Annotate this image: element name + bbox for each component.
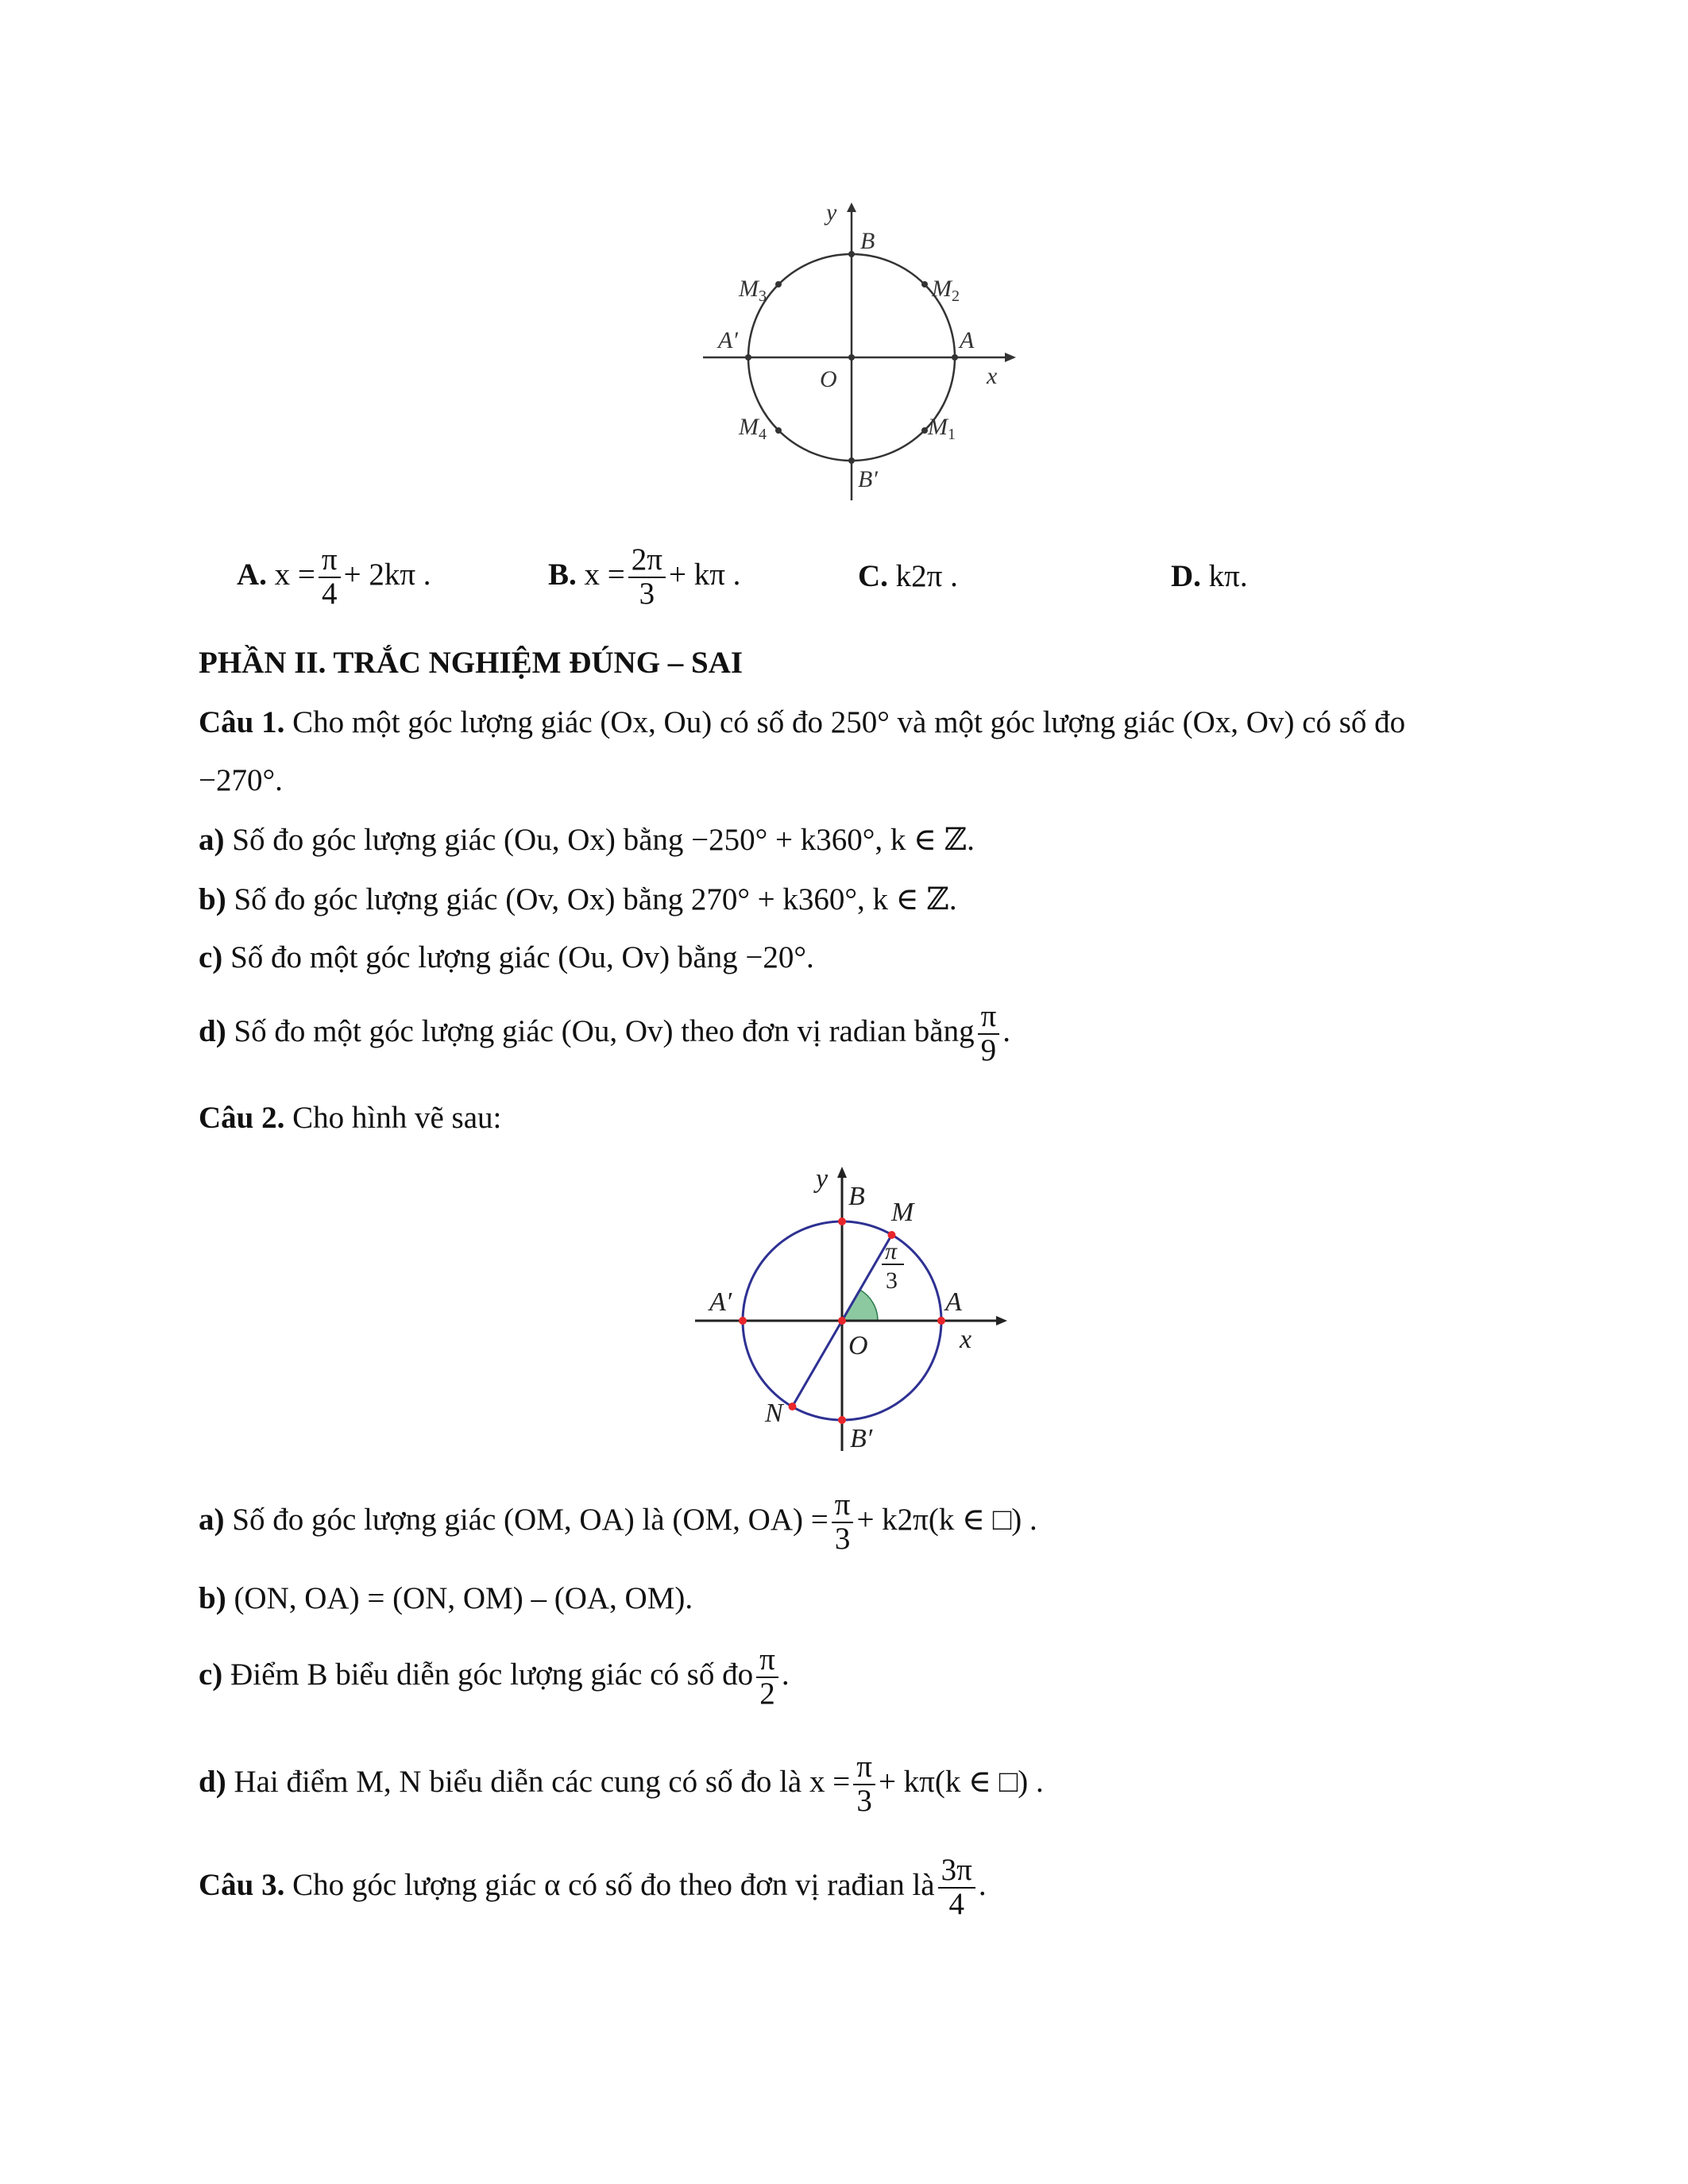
question-2-text: Cho hình vẽ sau: xyxy=(292,1101,502,1135)
label-y: y xyxy=(816,1164,829,1194)
q2-statement-b: b) (ON, OA) = (ON, OM) – (OA, OM). xyxy=(199,1581,693,1615)
question-3: Câu 3. Cho góc lượng giác α có số đo theo đơn vị rađian là $\frac{3\pi}{4}$ . xyxy=(199,1853,987,1921)
q1-d-fraction: $\frac{\pi}{9}$ xyxy=(978,1001,1000,1067)
option-A-post: + 2kπ . xyxy=(343,557,431,592)
label-x: x xyxy=(987,363,998,389)
x-axis-arrow xyxy=(1005,353,1016,362)
point-A xyxy=(952,354,958,361)
option-B-fraction: $\frac{2\pi}{3}$ xyxy=(628,544,666,611)
angle-label-den: 3 xyxy=(886,1268,898,1294)
angle-pi-over-3-sector xyxy=(842,1290,878,1321)
label-x: x xyxy=(960,1325,972,1354)
point-A xyxy=(937,1317,945,1325)
q2-statement-d: d) Hai điểm M, N biểu diễn các cung có số đo là x = $\frac{\pi}{3}$ + kπ(k ∈ □) . xyxy=(199,1750,1044,1818)
point-O xyxy=(838,1317,846,1325)
q3-fraction: $\frac{3\pi}{4}$ xyxy=(938,1854,975,1921)
q1-statement-a: a) Số đo góc lượng giác (Ou, Ox) bằng −250° + k360°, k ∈ ℤ. xyxy=(199,823,975,857)
point-M2 xyxy=(921,281,928,287)
option-B-pre: x = xyxy=(584,557,625,592)
option-A-pre: x = xyxy=(274,557,315,592)
option-A-label: A. xyxy=(237,557,267,592)
question-1-label: Câu 1. xyxy=(199,705,285,739)
section-title: PHẦN II. TRẮC NGHIỆM ĐÚNG – SAI xyxy=(199,646,744,680)
q2-statement-a: a) Số đo góc lượng giác (OM, OA) là (OM, OA) = $\frac{\pi}{3}$ + k2π(k ∈ □) . xyxy=(199,1488,1037,1556)
q2-d-fraction: $\frac{\pi}{3}$ xyxy=(853,1751,875,1818)
option-C-text: k2π . xyxy=(895,559,958,593)
x-axis-arrow xyxy=(996,1316,1007,1325)
point-O xyxy=(848,354,855,361)
label-A: A xyxy=(945,1287,962,1317)
option-D-text: kπ. xyxy=(1208,559,1248,593)
option-B xyxy=(548,544,740,611)
option-A xyxy=(237,544,431,611)
angle-label xyxy=(882,1238,904,1294)
label-y: y xyxy=(826,203,837,226)
q2-statement-c: c) Điểm B biểu diễn góc lượng giác có số đo $\frac{\pi}{2}$ . xyxy=(199,1642,790,1711)
q1-statement-d: d) Số đo một góc lượng giác (Ou, Ov) theo đơn vị radian bằng $\frac{\pi}{9}$ . xyxy=(199,999,1011,1067)
point-B xyxy=(838,1217,846,1225)
y-axis-arrow xyxy=(837,1167,847,1178)
angle-label-num: π xyxy=(885,1238,898,1264)
label-M: M xyxy=(891,1198,914,1227)
point-A-prime xyxy=(739,1317,747,1325)
point-B-prime xyxy=(838,1416,846,1424)
option-B-label: B. xyxy=(548,557,577,592)
label-O: O xyxy=(848,1331,868,1360)
option-C-label: C. xyxy=(858,559,888,593)
option-C xyxy=(858,558,958,596)
option-D-label: D. xyxy=(1171,559,1201,593)
point-M3 xyxy=(775,281,782,287)
unit-circle-figure-2 xyxy=(691,1163,1025,1457)
question-1-line2: −270°. xyxy=(199,763,283,797)
point-M4 xyxy=(775,427,782,434)
q2-c-fraction: $\frac{\pi}{2}$ xyxy=(756,1644,778,1711)
option-A-fraction: $\frac{\pi}{4}$ xyxy=(319,544,341,611)
label-B: B xyxy=(848,1182,865,1211)
question-2 xyxy=(199,1100,501,1137)
label-A-prime: A′ xyxy=(718,327,738,353)
label-M3: $M_3$ xyxy=(739,276,767,305)
question-1 xyxy=(199,704,1405,742)
point-A-prime xyxy=(745,354,751,361)
q1-statement-b: b) Số đo góc lượng giác (Ov, Ox) bằng 270° + k360°, k ∈ ℤ. xyxy=(199,882,957,916)
q1-statement-c: c) Số đo một góc lượng giác (Ou, Ov) bằng −20°. xyxy=(199,940,814,974)
y-axis-arrow xyxy=(847,203,856,212)
label-B: B xyxy=(860,228,875,254)
question-3-label: Câu 3. xyxy=(199,1867,285,1902)
point-B-prime xyxy=(848,457,855,464)
option-B-post: + kπ . xyxy=(668,557,741,592)
point-B xyxy=(848,251,855,257)
label-M2: $M_2$ xyxy=(932,276,960,305)
label-A: A xyxy=(960,327,975,353)
label-B-prime: B′ xyxy=(850,1424,873,1453)
question-3-text: Cho góc lượng giác α có số đo theo đơn vị rađian là xyxy=(292,1867,935,1902)
label-M1: $M_1$ xyxy=(928,414,956,443)
point-N xyxy=(789,1403,797,1410)
label-A-prime: A′ xyxy=(709,1287,732,1317)
question-2-label: Câu 2. xyxy=(199,1101,285,1135)
label-M4: $M_4$ xyxy=(739,414,767,443)
q2-a-fraction: $\frac{\pi}{3}$ xyxy=(832,1489,854,1556)
option-D xyxy=(1171,558,1248,596)
label-O: O xyxy=(820,366,837,392)
unit-circle-figure-1 xyxy=(699,203,1017,508)
label-B-prime: B′ xyxy=(858,466,878,492)
point-M1 xyxy=(921,427,928,434)
label-N: N xyxy=(765,1399,783,1428)
question-1-text: Cho một góc lượng giác (Ox, Ou) có số đo 250° và một góc lượng giác (Ox, Ov) có số đo xyxy=(292,705,1406,739)
